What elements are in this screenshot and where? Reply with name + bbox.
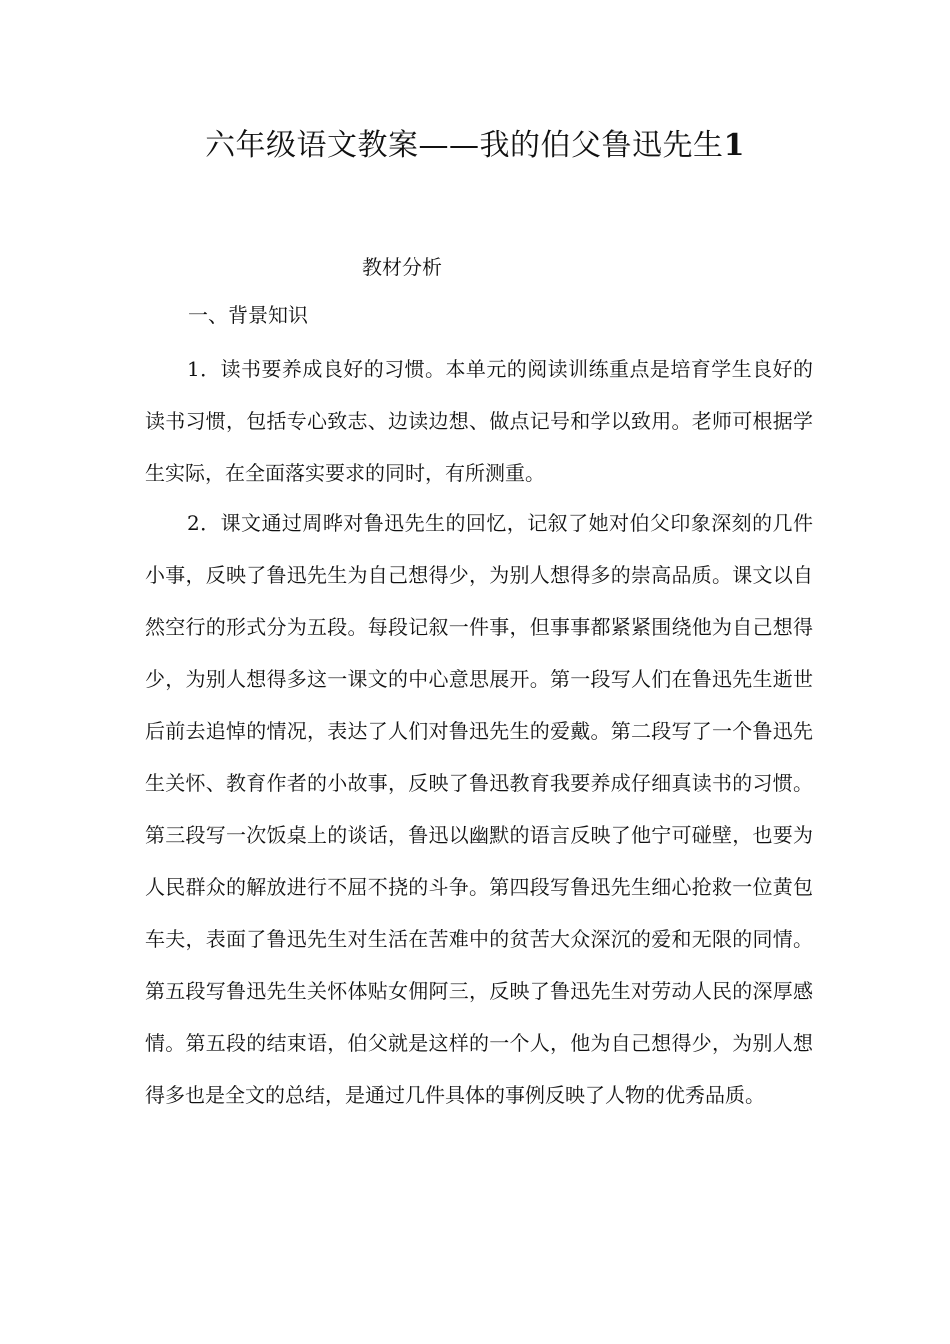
- subheading: 一、背景知识: [188, 303, 308, 327]
- title-number: 1: [723, 128, 745, 163]
- paragraph-2: 2．课文通过周晔对鲁迅先生的回忆，记叙了她对伯父印象深刻的几件小事，反映了鲁迅先生为自己想得少，为别人想得多的崇高品质。课文以自然空行的形式分为五段。每段记叙一件事，但事事都紧紧围绕他为自己想得少，为别人想得多这一课文的中心意思展开。第一段写人们在鲁迅先生逝世后前去追悼的情况，表达了人们对鲁迅先生的爱戴。第二段写了一个鲁迅先生关怀、教育作者的小故事，反映了鲁迅教育我要养成仔细真读书的习惯。第三段写一次饭桌上的谈话，鲁迅以幽默的语言反映了他宁可碰壁，也要为人民群众的解放进行不屈不挠的斗争。第四段写鲁迅先生细心抢救一位黄包车夫，表面了鲁迅先生对生活在苦难中的贫苦大众深沉的爱和无限的同情。第五段写鲁迅先生关怀体贴女佣阿三，反映了鲁迅先生对劳动人民的深厚感情。第五段的结束语，伯父就是这样的一个人，他为自己想得少，为别人想得多也是全文的总结，是通过几件具体的事例反映了人物的优秀品质。: [145, 511, 813, 1107]
- document-title: [0, 122, 950, 170]
- title-text: 六年级语文教案——我的伯父鲁迅先生: [205, 128, 724, 163]
- paragraph-1: 1．读书要养成良好的习惯。本单元的阅读训练重点是培育学生良好的读书习惯，包括专心致志、边读边想、做点记号和学以致用。老师可根据学生实际，在全面落实要求的同时，有所测重。: [145, 357, 813, 485]
- section-heading: 教材分析: [362, 255, 442, 279]
